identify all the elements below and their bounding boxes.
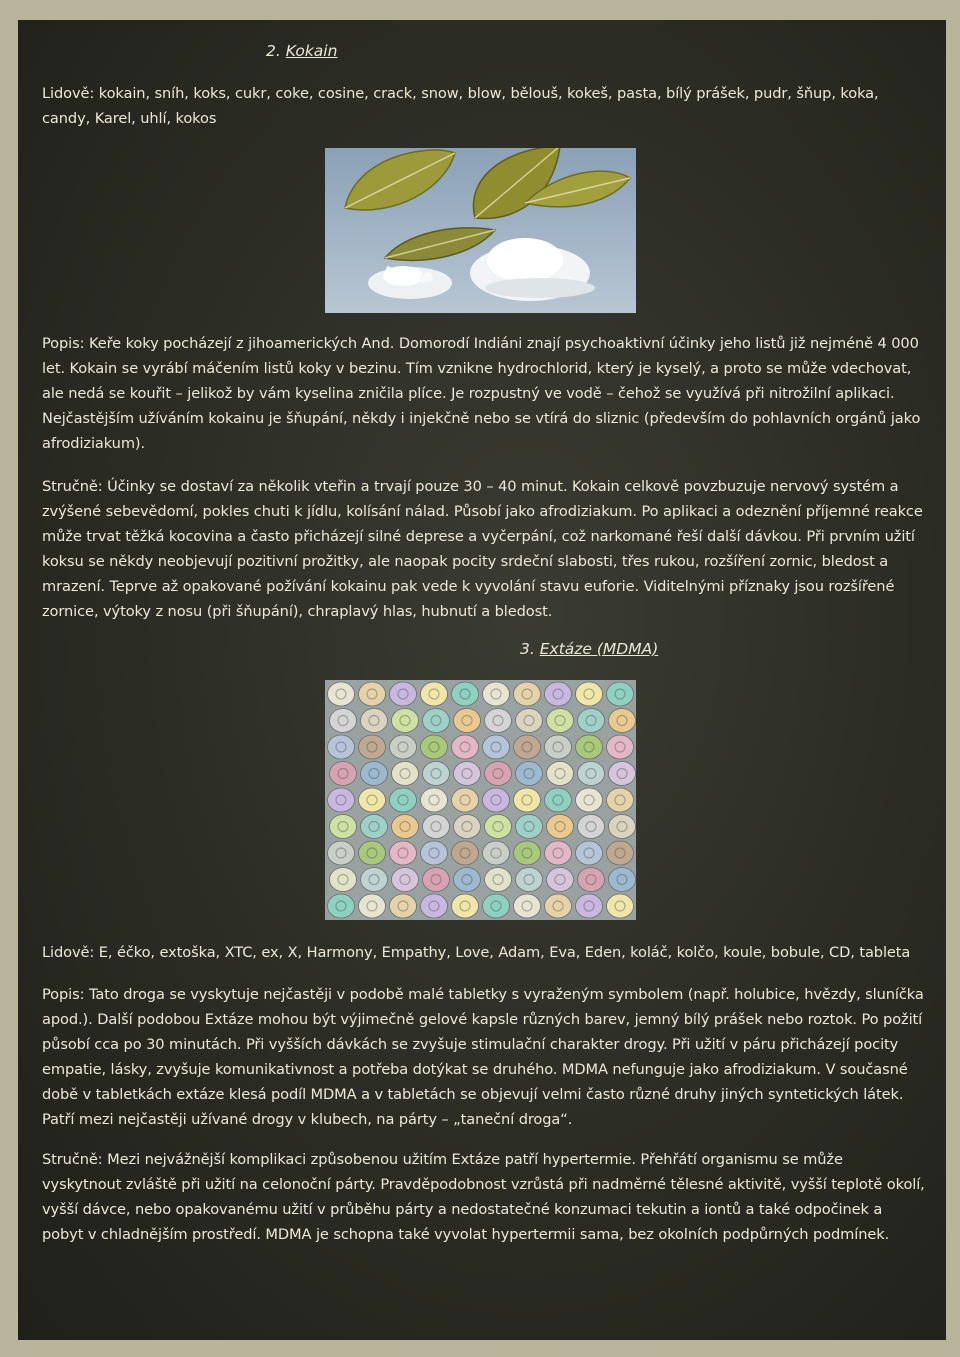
pill <box>514 841 541 865</box>
pill <box>328 788 355 812</box>
pill <box>545 841 572 865</box>
pill <box>578 709 605 733</box>
pill <box>454 762 481 786</box>
pill <box>516 868 543 892</box>
pill <box>452 735 479 759</box>
pill <box>361 709 388 733</box>
pill <box>330 815 357 839</box>
heading-number: 2. <box>266 42 281 60</box>
pill <box>609 709 636 733</box>
pill <box>454 815 481 839</box>
pill <box>421 682 448 706</box>
pill <box>578 762 605 786</box>
pill <box>328 735 355 759</box>
pill <box>483 682 510 706</box>
pill <box>423 762 450 786</box>
kokain-description-paragraph: Popis: Keře koky pocházejí z jihoamerických And. Domorodí Indiáni znají psychoaktivní účinky jeho listů již nejméně 4 000 let. Kokain se vyrábí máčením listů koky v bezinu. Tím vznikne hydrochlorid, který je kyselý, a proto se může vdechovat, ale nedá se kouřit – jelikož by vám kyselina zničila plíce. Je rozpustný ve vodě – čehož se využívá při nitrožilní aplikaci. Nejčastějším užíváním kokainu je šňupání, někdy i injekčně nebo se vtírá do sliznic (především do pohlavních orgánů jako afrodiziakum). <box>42 335 921 452</box>
pill <box>576 682 603 706</box>
pill <box>452 788 479 812</box>
pill <box>514 682 541 706</box>
pill <box>390 788 417 812</box>
pill <box>545 735 572 759</box>
kokain-summary-paragraph: Stručně: Účinky se dostaví za několik vteřin a trvají pouze 30 – 40 minut. Kokain celkově povzbuzuje nervový systém a zvýšené sebevědomí, pokles chuti k jídlu, kolísání nálad. Působí jako afrodiziakum. Po aplikaci a odeznění příjemné reakce může trvat těžká kocovina a často přicházejí silné deprese a vyčerpání, což narkomané řeší další dávkou. Při prvním užití koksu se někdy neobjevují pozitivní prožitky, ale naopak pocity srdeční slabosti, třes rukou, rozšíření zornic, bledost a mrazení. Teprve až opakované požívání kokainu pak vede k vyvolání stavu euforie. Viditelnými příznaky jsou rozšířené zornice, výtoky z nosu (při šňupání), chraplavý hlas, hubnutí a bledost. <box>42 478 923 620</box>
extaze-description-paragraph: Popis: Tato droga se vyskytuje nejčastěji v podobě malé tabletky s vyraženým symbolem (např. holubice, hvězdy, sluníčka apod.). Další podobou Extáze mohou být výjimečně gelové kapsle různých barev, jemný bílý prášek nebo roztok. Po požití působí cca po 30 minutách. Při vyšších dávkách se zvyšuje stimulační charakter drogy. Při užití v páru přicházejí pocity empatie, lásky, zvyšuje komunikativnost a potřeba dotýkat se druhého. MDMA nefunguje jako afrodiziakum. V současné době v tabletkách extáze klesá podíl MDMA a v tabletách se objevují velmi často různé druhy jiných syntetických látek. Patří mezi nejčastěji užívané drogy v klubech, na párty – „taneční droga“. <box>42 986 924 1128</box>
extaze-slang-paragraph: Lidově: E, éčko, extoška, XTC, ex, X, Harmony, Empathy, Love, Adam, Eva, Eden, koláč, kolčo, koule, bobule, CD, tableta <box>42 944 911 961</box>
pill <box>607 841 634 865</box>
pill <box>359 894 386 918</box>
pill <box>485 709 512 733</box>
pill <box>423 815 450 839</box>
pill <box>390 894 417 918</box>
pill <box>423 709 450 733</box>
heading-kokain <box>266 42 337 60</box>
pill <box>359 841 386 865</box>
pill <box>452 841 479 865</box>
pill <box>576 735 603 759</box>
heading-title: Kokain <box>285 42 338 60</box>
pill <box>421 788 448 812</box>
pill <box>609 868 636 892</box>
pill <box>576 788 603 812</box>
pill <box>359 682 386 706</box>
pill <box>330 709 357 733</box>
pill <box>578 815 605 839</box>
pill <box>390 735 417 759</box>
pill <box>361 762 388 786</box>
pill <box>514 735 541 759</box>
pill <box>359 788 386 812</box>
pill <box>423 868 450 892</box>
pill <box>359 735 386 759</box>
pill <box>607 735 634 759</box>
pill <box>361 815 388 839</box>
pill <box>454 868 481 892</box>
pill <box>328 894 355 918</box>
pill <box>607 788 634 812</box>
kokain-slang-paragraph: Lidově: kokain, sníh, koks, cukr, coke, cosine, crack, snow, blow, bělouš, kokeš, pasta, bílý prášek, pudr, šňup, koka, candy, Karel, uhlí, kokos <box>42 85 879 127</box>
pill <box>578 868 605 892</box>
pill <box>609 815 636 839</box>
pill <box>361 868 388 892</box>
pill <box>421 894 448 918</box>
pill <box>547 709 574 733</box>
pill <box>392 868 419 892</box>
pill <box>576 841 603 865</box>
heading-number: 3. <box>520 640 535 658</box>
pill <box>547 815 574 839</box>
pill <box>328 841 355 865</box>
document-page <box>18 20 946 1340</box>
pill <box>609 762 636 786</box>
heading-extaze <box>520 640 658 658</box>
pill <box>392 815 419 839</box>
pill <box>421 735 448 759</box>
pill <box>421 841 448 865</box>
pill <box>390 682 417 706</box>
pill <box>607 894 634 918</box>
pill <box>514 788 541 812</box>
pill <box>516 709 543 733</box>
pill <box>454 709 481 733</box>
pill <box>607 682 634 706</box>
pill <box>328 682 355 706</box>
pill <box>483 735 510 759</box>
pill <box>483 788 510 812</box>
pill <box>545 682 572 706</box>
pill <box>516 815 543 839</box>
pill <box>330 762 357 786</box>
pill <box>485 815 512 839</box>
ecstasy-pills-image <box>325 680 636 920</box>
pill <box>452 894 479 918</box>
pill <box>545 894 572 918</box>
heading-title: Extáze (MDMA) <box>539 640 659 658</box>
pill <box>576 894 603 918</box>
pill <box>483 894 510 918</box>
pill <box>330 868 357 892</box>
pill <box>547 762 574 786</box>
coca-leaves-image <box>325 148 636 313</box>
pill <box>392 709 419 733</box>
pill <box>545 788 572 812</box>
pill <box>485 762 512 786</box>
pill <box>485 868 512 892</box>
pill <box>392 762 419 786</box>
pill <box>516 762 543 786</box>
pill <box>452 682 479 706</box>
pill <box>483 841 510 865</box>
pill <box>547 868 574 892</box>
pill <box>514 894 541 918</box>
extaze-summary-paragraph: Stručně: Mezi nejvážnější komplikaci způsobenou užitím Extáze patří hypertermie. Přehřátí organismu se může vyskytnout zvláště při užití na celonoční párty. Pravděpodobnost vzrůstá při nadměrné tělesné aktivitě, vyšší teplotě okolí, vyšší dávce, nebo opakovanému užití v průběhu párty a nedostatečné konzumaci tekutin a iontů a také odpočinek a pobyt v chladnějším prostředí. MDMA je schopna také vyvolat hypertermii sama, bez okolních podpůrných podmínek. <box>42 1151 925 1243</box>
pill <box>390 841 417 865</box>
